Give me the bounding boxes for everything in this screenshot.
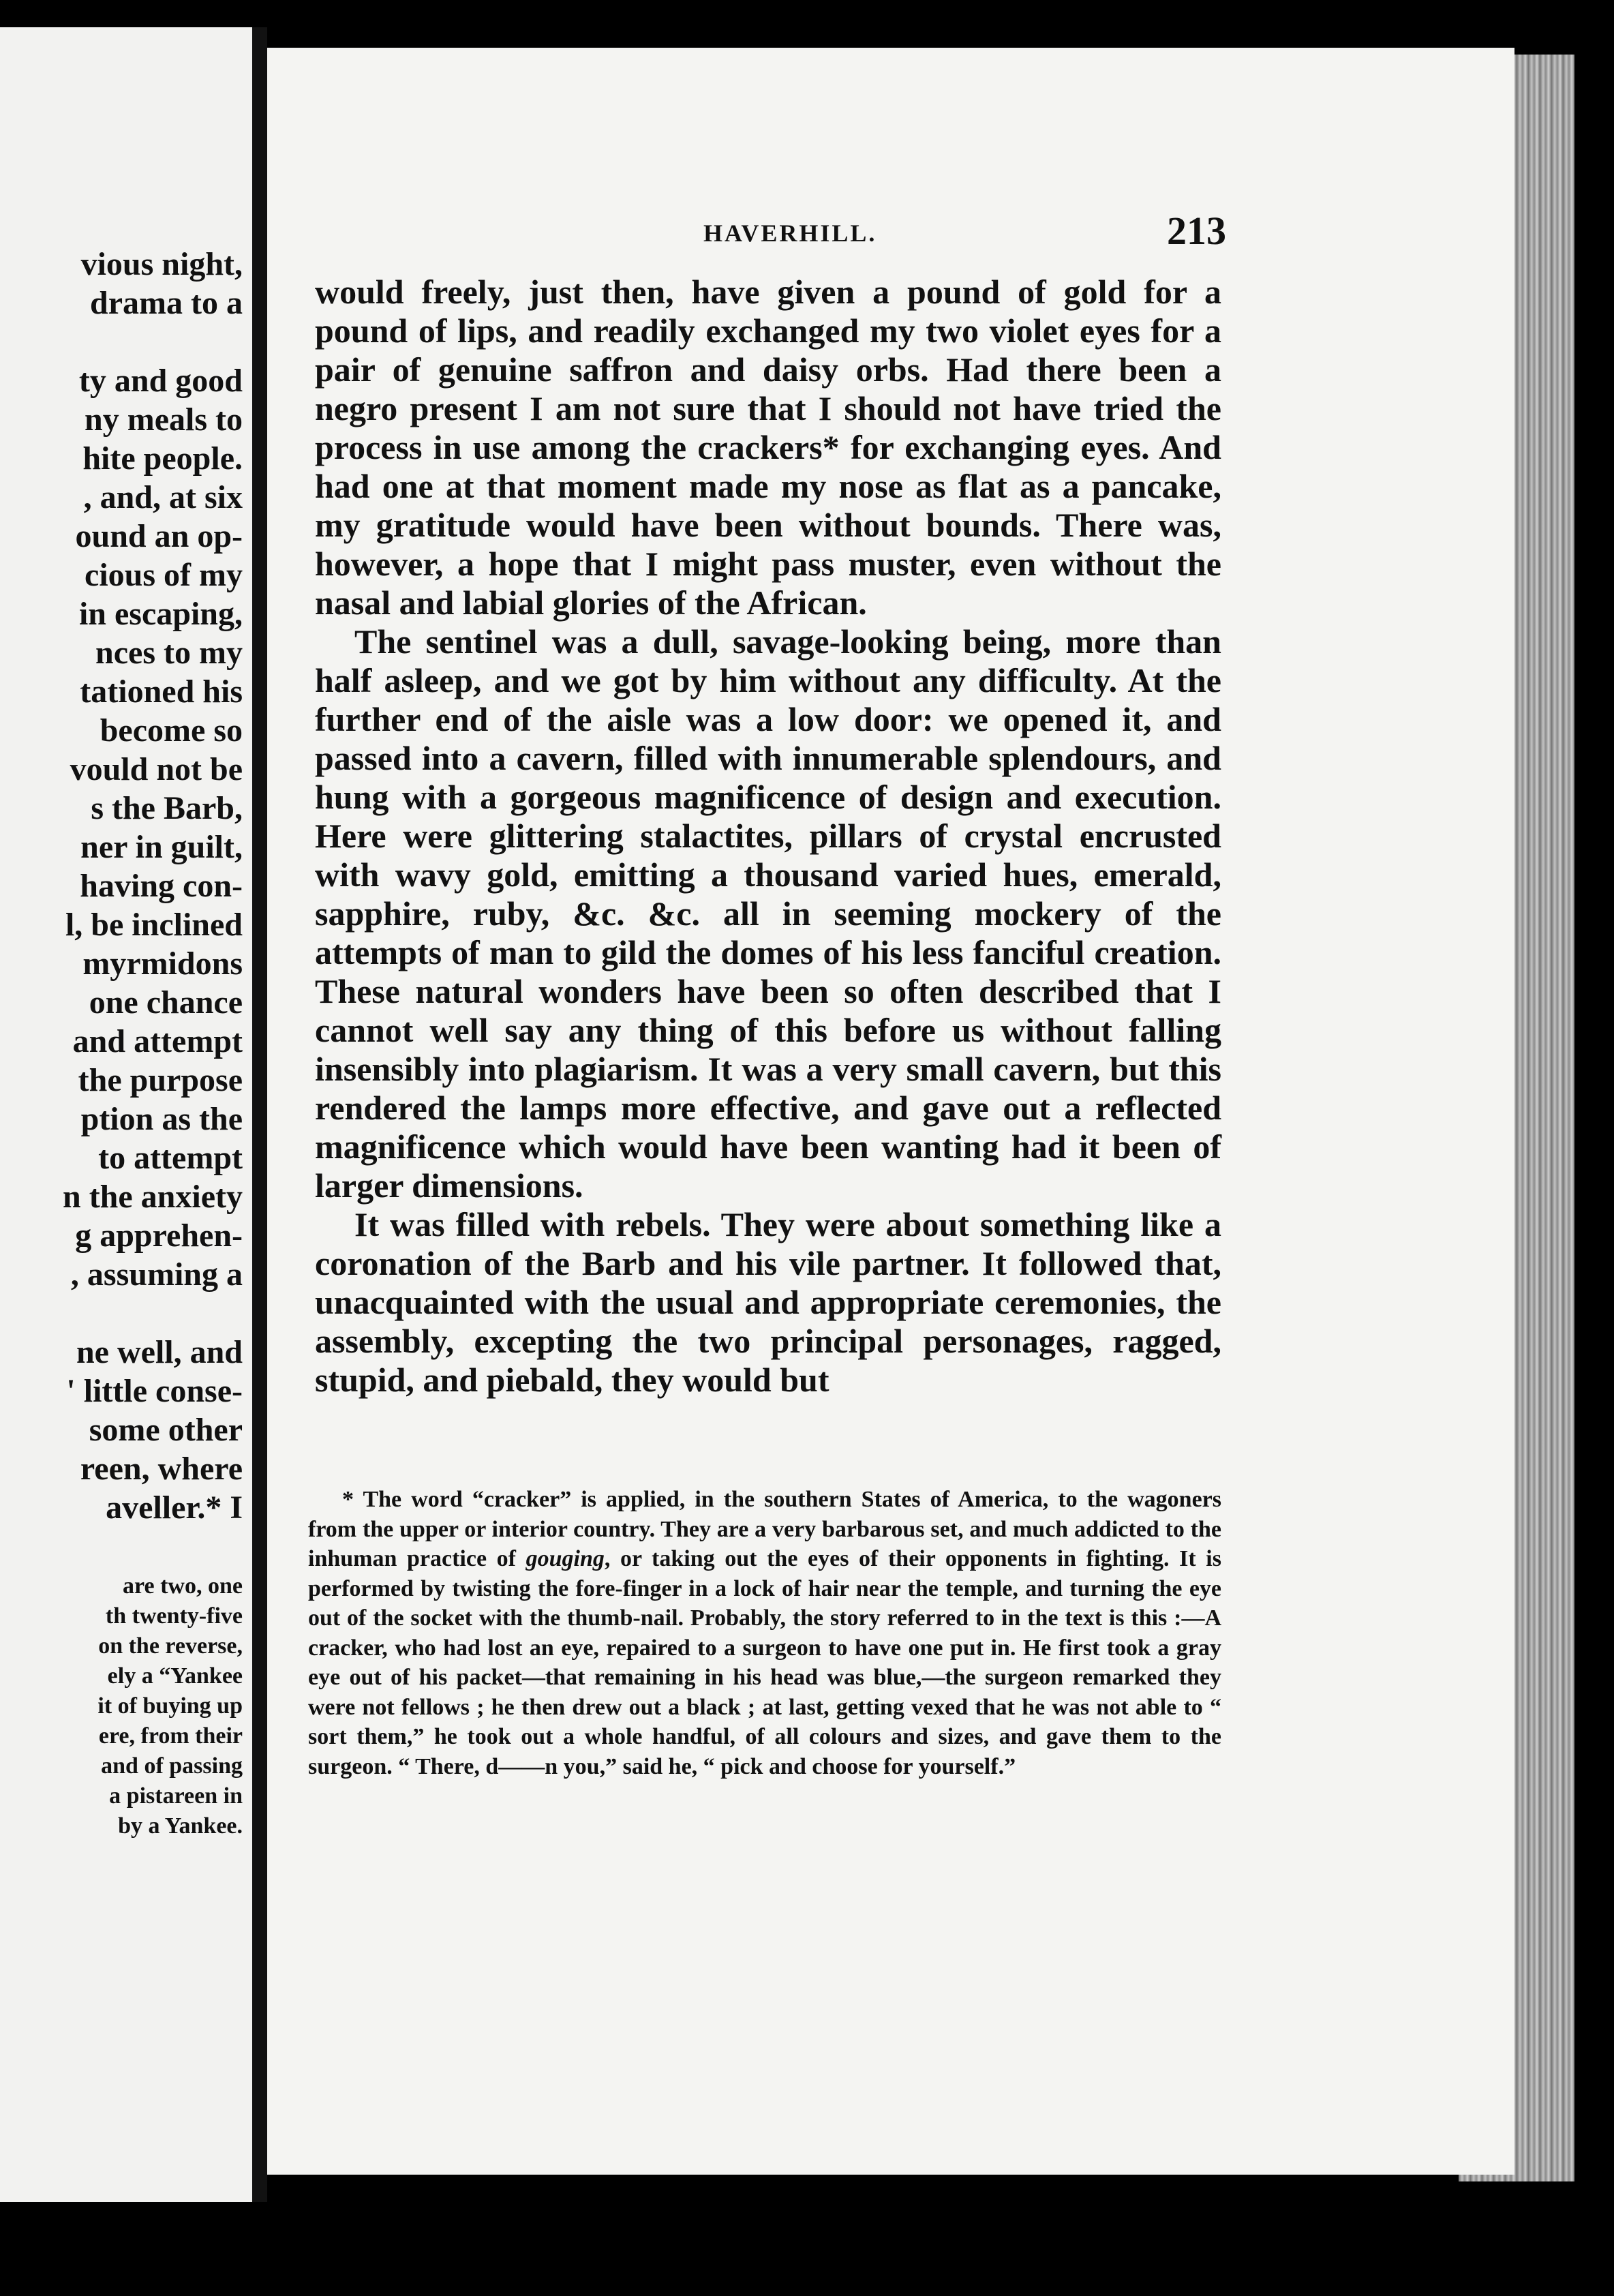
previous-page-footnote-line: a pistareen in [109,1783,243,1809]
running-title: HAVERHILL. [703,220,877,247]
previous-page-line: reen, where [80,1451,243,1487]
previous-page-line: having con- [80,868,243,904]
footnote-italic-word: gouging [526,1546,605,1571]
previous-page-line: hite people. [82,440,243,477]
previous-page-footnote-line: are two, one [123,1573,243,1599]
previous-page-footnote-line: it of buying up [97,1693,243,1719]
previous-page-line: some other [89,1412,243,1448]
footnote-text: * The word “cracker” is applied, in the southern States of America, to the wagoners from the upper or interior country. They are a very barbarous set, and much addicted to the inhuman practice of [308,1487,1221,1571]
previous-page-line: ty and good [78,363,243,399]
footnote [308,1485,1221,1781]
previous-page-line: , assuming a [70,1256,243,1293]
previous-page-line: aveller.* I [106,1490,243,1526]
paragraph: The sentinel was a dull, savage-looking being, more than half asleep, and we got by him without any difficulty. At the further end of the aisle was a low door: we opened it, and passed into a cavern, filled with innumerable splendours, and hung with a gorgeous magnificence of design and execution. Here were glittering stalactites, pillars of crystal encrusted with wavy gold, emitting a thousand varied hues, emerald, sapphire, ruby, &c. &c. all in seeming mockery of the attempts of man to gild the domes of his less fanciful creation. These natural wonders have been so often described that I cannot well say any thing of this before us without falling insensibly into plagiarism. It was a very small cavern, but this rendered the lamps more effective, and gave out a reflected magnificence which would have been wanting had it been of larger dimensions. [315,622,1221,1205]
previous-page-footnote-line: on the reverse, [98,1633,243,1659]
previous-page-line: ption as the [80,1101,243,1137]
previous-page-line: the purpose [78,1062,243,1098]
previous-page [0,27,256,2202]
previous-page-line: ne well, and [76,1334,243,1370]
previous-page-line: to attempt [98,1140,243,1176]
previous-page-line: vious night, [80,246,243,282]
footnote-text: , or taking out the eyes of their opponents in fighting. It is performed by twisting the fore-finger in a lock of hair near the temple, and turning the eye out of the socket with the thumb-nail. Probably, the story referred to in the text is this :—A cracker, who had lost an eye, repaired to a surgeon to have one put in. He first took a gray eye out of his packet—that remaining in his head was blue,—the surgeon remarked they were not fellows ; he then drew out a black ; at last, getting vexed that he was not able to “ sort them,” he took out a whole handful, of all colours and sizes, and gave them to the surgeon. “ There, d——n you,” said he, “ pick and choose for yourself.” [308,1546,1221,1779]
previous-page-footnote-line: ere, from their [98,1723,243,1749]
previous-page-line: in escaping, [78,596,243,632]
previous-page-line: g apprehen- [75,1218,243,1254]
body-text [315,273,1221,1400]
paragraph: would freely, just then, have given a pound of gold for a pound of lips, and readily exchanged my two violet eyes for a pair of genuine saffron and daisy orbs. Had there been a negro present I am not sure that I should not have tried the process in use among the crackers* for exchanging eyes. And had one at that moment made my nose as flat as a pancake, my gratitude would have been without bounds. There was, however, a hope that I might pass muster, even without the nasal and labial glories of the African. [315,273,1221,622]
previous-page-line: , and, at six [83,479,243,515]
previous-page-footnote-line: th twenty-five [105,1603,243,1629]
previous-page-footnote-line: and of passing [101,1753,243,1779]
page-number: 213 [1167,209,1226,253]
previous-page-footnote-line: by a Yankee. [118,1813,243,1839]
previous-page-footnote-line: ely a “Yankee [107,1663,243,1689]
previous-page-line: vould not be [70,751,243,787]
previous-page-line: tationed his [80,674,243,710]
previous-page-line: s the Barb, [91,790,243,826]
previous-page-line: nces to my [95,635,243,671]
previous-page-line: ny meals to [85,402,243,438]
previous-page-line: ound an op- [75,518,243,554]
previous-page-line: n the anxiety [63,1179,243,1215]
paragraph: It was filled with rebels. They were about something like a coronation of the Barb and his vile partner. It followed that, unacquainted with the usual and appropriate ceremonies, the assembly, excepting the two principal personages, ragged, stupid, and piebald, they would but [315,1205,1221,1399]
page-213 [267,48,1514,2175]
previous-page-line: become so [100,712,243,749]
previous-page-line: ' little conse- [66,1373,243,1409]
previous-page-line: cious of my [85,557,243,593]
previous-page-line: one chance [89,984,243,1021]
previous-page-line: myrmidons [82,946,243,982]
previous-page-line: l, be inclined [65,907,243,943]
previous-page-line: ner in guilt, [80,829,243,865]
page-header [267,174,1514,253]
page-gutter [252,27,267,2202]
previous-page-line: drama to a [90,285,243,321]
previous-page-line: and attempt [72,1023,243,1059]
